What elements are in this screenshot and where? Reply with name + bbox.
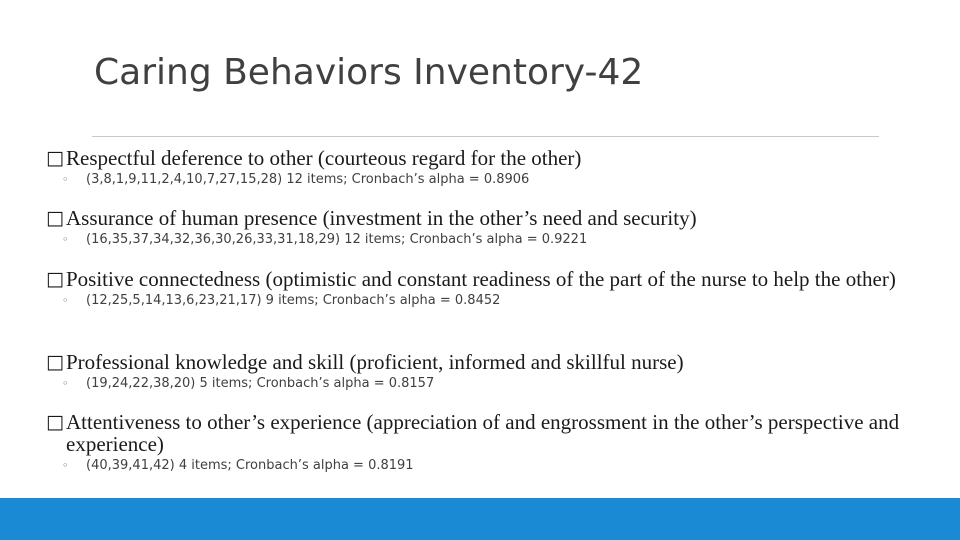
sub-bullet-text: (19,24,22,38,20) 5 items; Cronbach’s alpha = 0.8157: [86, 376, 435, 391]
bullet-heading-text: Positive connectedness (optimistic and constant readiness of the part of the nurse to help the other): [66, 267, 896, 291]
bullet-heading: [46, 268, 926, 290]
square-bullet-icon: □: [46, 147, 64, 169]
section-attentiveness: [46, 411, 926, 473]
bullet-heading-text: Respectful deference to other (courteous regard for the other): [66, 146, 582, 170]
sub-bullet-text: (12,25,5,14,13,6,23,21,17) 9 items; Cronbach’s alpha = 0.8452: [86, 293, 501, 308]
square-bullet-icon: □: [46, 207, 64, 229]
sub-bullet-text: (16,35,37,34,32,36,30,26,33,31,18,29) 12 items; Cronbach’s alpha = 0.9221: [86, 232, 588, 247]
bullet-heading: [46, 351, 926, 373]
square-bullet-icon: □: [46, 351, 64, 373]
sub-bullet: [62, 376, 926, 391]
sub-bullet: [62, 172, 926, 187]
title-divider: [92, 136, 879, 137]
bullet-heading: [46, 147, 926, 169]
bullet-heading-text: Professional knowledge and skill (proficient, informed and skillful nurse): [66, 350, 684, 374]
sub-bullet-text: (3,8,1,9,11,2,4,10,7,27,15,28) 12 items; Cronbach’s alpha = 0.8906: [86, 172, 530, 187]
section-assurance-of-presence: [46, 207, 926, 247]
sub-bullet: [62, 232, 926, 247]
section-positive-connectedness: [46, 268, 926, 308]
bullet-heading: [46, 207, 926, 229]
sub-bullet: [62, 293, 926, 308]
sub-bullet-text: (40,39,41,42) 4 items; Cronbach’s alpha = 0.8191: [86, 458, 414, 473]
bullet-heading-text: Assurance of human presence (investment in the other’s need and security): [66, 206, 697, 230]
section-professional-knowledge: [46, 351, 926, 391]
circle-bullet-icon: ◦: [62, 294, 69, 307]
bullet-heading: [46, 411, 926, 455]
circle-bullet-icon: ◦: [62, 459, 69, 472]
circle-bullet-icon: ◦: [62, 377, 69, 390]
slide-title: Caring Behaviors Inventory-42: [94, 52, 644, 93]
circle-bullet-icon: ◦: [62, 233, 69, 246]
footer-bar: [0, 498, 960, 540]
sub-bullet: [62, 458, 926, 473]
square-bullet-icon: □: [46, 411, 64, 433]
circle-bullet-icon: ◦: [62, 173, 69, 186]
square-bullet-icon: □: [46, 268, 64, 290]
section-respectful-deference: [46, 147, 926, 187]
bullet-heading-text: Attentiveness to other’s experience (appreciation of and engrossment in the other’s perspective and experience): [66, 410, 900, 456]
